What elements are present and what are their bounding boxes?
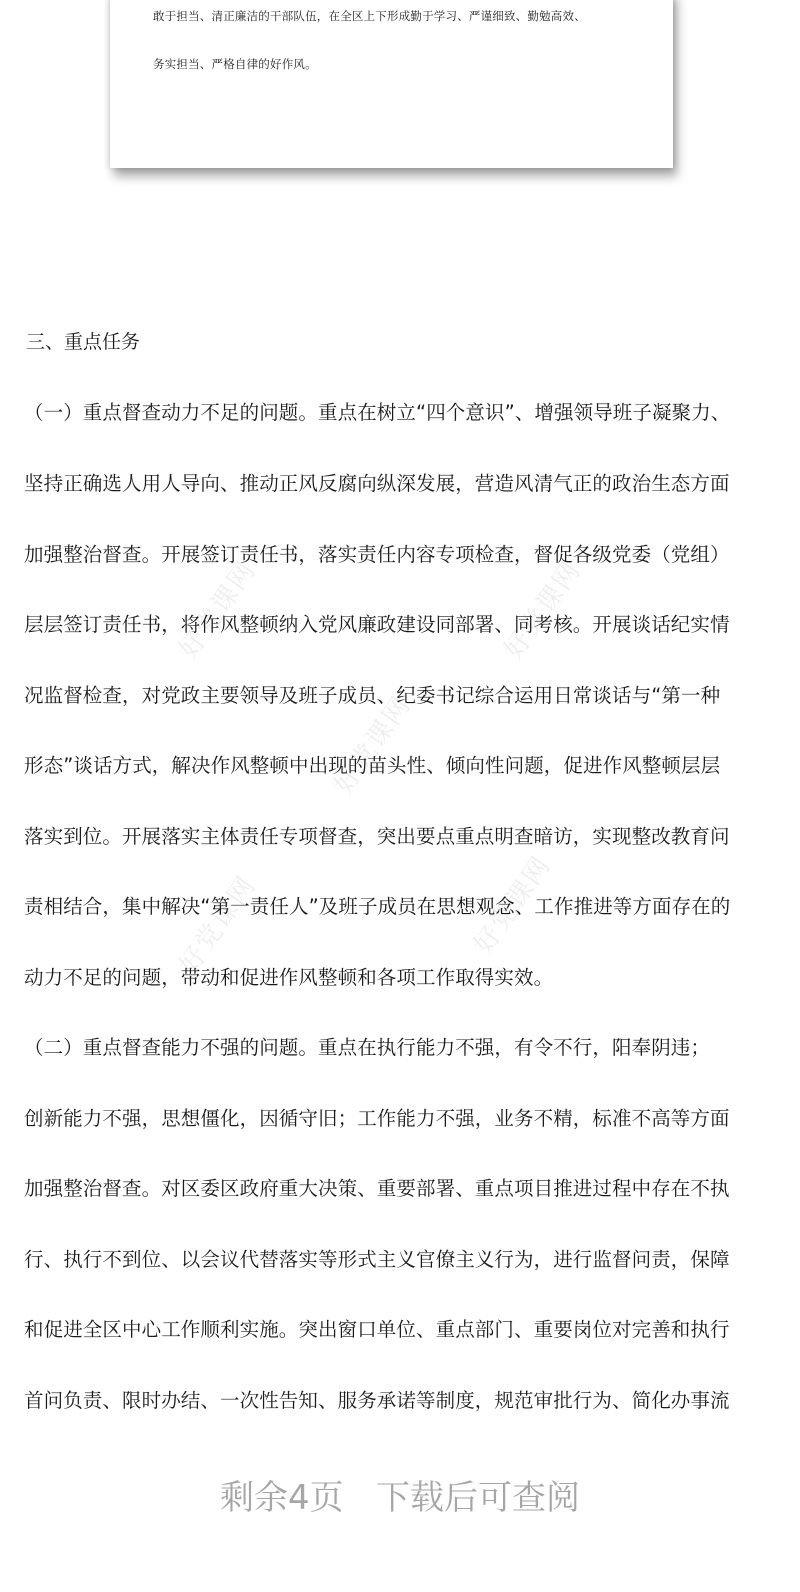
watermark: 好党课网 xyxy=(498,555,588,665)
watermark: 好党课网 xyxy=(173,870,263,980)
paragraph-line: 落实到位。开展落实主体责任专项督查，突出要点重点明查暗访，实现整改教育问 xyxy=(24,825,730,848)
paragraph-line: 责相结合，集中解决“第一责任人”及班子成员在思想观念、工作推进等方面存在的 xyxy=(24,895,731,918)
paragraph-line: 坚持正确选人用人导向、推动正风反腐向纵深发展，营造风清气正的政治生态方面 xyxy=(24,472,730,495)
paragraph-line: 行、执行不到位、以会议代替落实等形式主义官僚主义行为，进行监督问责，保障 xyxy=(24,1248,730,1271)
section-heading: 三、重点任务 xyxy=(26,331,141,353)
paragraph-line: 和促进全区中心工作顺利实施。突出窗口单位、重点部门、重要岗位对完善和执行 xyxy=(24,1318,730,1341)
preview-text-line: 务实担当、严格自律的好作风。 xyxy=(153,57,317,71)
paragraph-line: 首问负责、限时办结、一次性告知、服务承诺等制度，规范审批行为、简化办事流 xyxy=(24,1389,730,1412)
preview-text-line: 敢于担当、清正廉洁的干部队伍，在全区上下形成勤于学习、严谨细致、勤勉高效、 xyxy=(153,9,586,23)
watermark: 好党课网 xyxy=(328,690,418,800)
previous-page-preview-card xyxy=(110,0,673,168)
paragraph-line: 层层签订责任书，将作风整顿纳入党风廉政建设同部署、同考核。开展谈话纪实情 xyxy=(24,613,730,636)
paragraph-line: （二）重点督查能力不强的问题。重点在执行能力不强，有令不行，阳奉阴违； xyxy=(24,1036,711,1059)
paragraph-line: 加强整治督查。对区委区政府重大决策、重要部署、重点项目推进过程中存在不执 xyxy=(24,1177,730,1200)
paragraph-line: 创新能力不强，思想僵化，因循守旧；工作能力不强，业务不精，标准不高等方面 xyxy=(24,1107,730,1130)
watermark: 好党课网 xyxy=(468,850,558,960)
remaining-pages-download-prompt[interactable]: 剩余4页 下载后可查阅 xyxy=(219,1478,581,1518)
watermark: 好党课网 xyxy=(173,555,263,665)
paragraph-line: （一）重点督查动力不足的问题。重点在树立“四个意识”、增强领导班子凝聚力、 xyxy=(24,401,731,424)
paragraph-line: 况监督检查，对党政主要领导及班子成员、纪委书记综合运用日常谈话与“第一种 xyxy=(24,684,721,707)
paragraph-line: 形态”谈话方式，解决作风整顿中出现的苗头性、倾向性问题，促进作风整顿层层 xyxy=(24,754,721,777)
paragraph-line: 动力不足的问题，带动和促进作风整顿和各项工作取得实效。 xyxy=(24,966,554,989)
paragraph-line: 加强整治督查。开展签订责任书，落实责任内容专项检查，督促各级党委（党组） xyxy=(24,543,730,566)
